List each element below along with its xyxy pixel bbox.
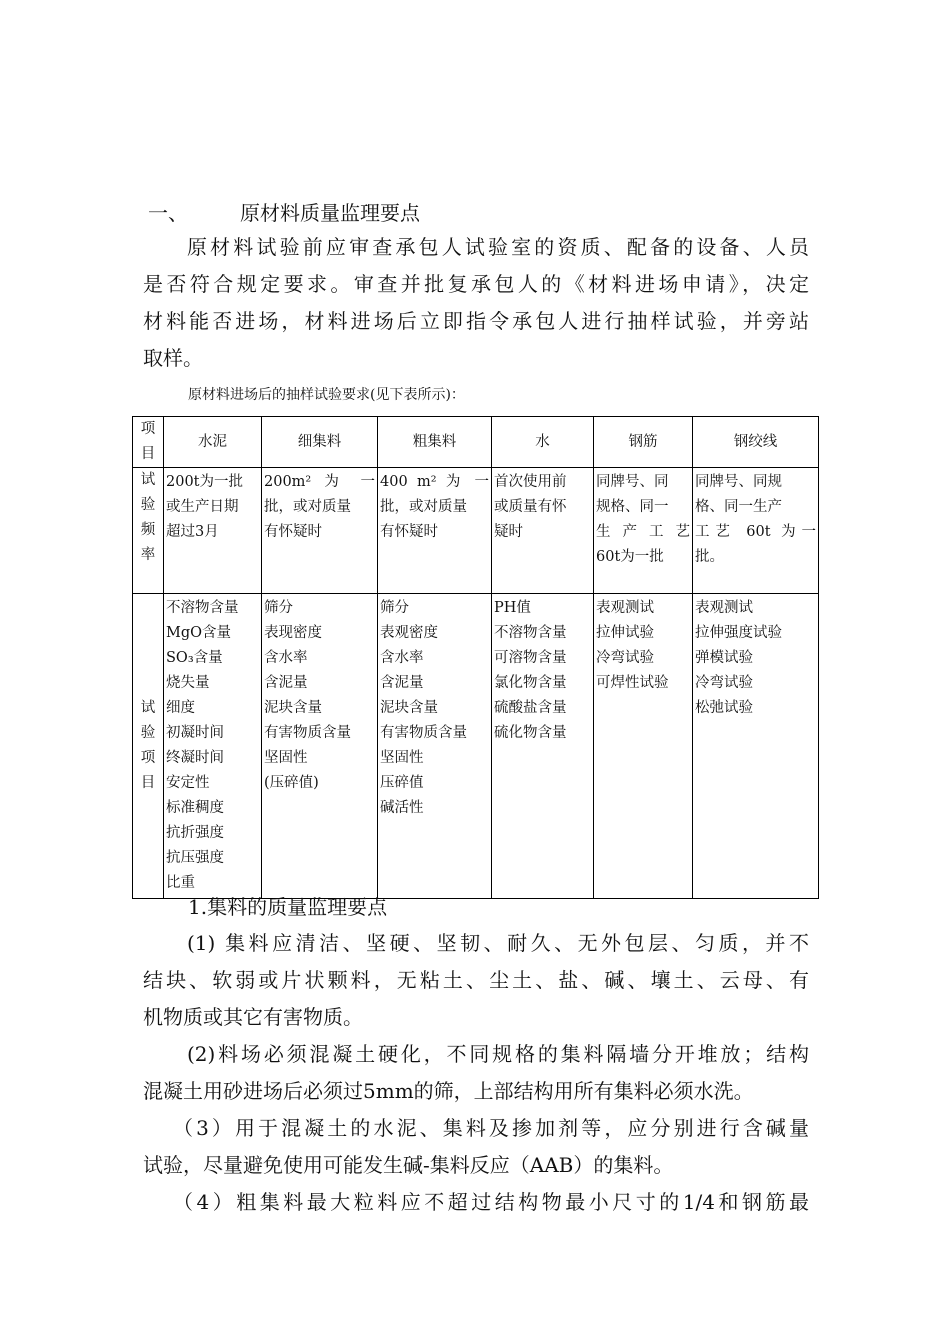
column-header-water: 水 xyxy=(492,417,594,468)
frequency-cell-fine-aggregate: 200m² 为 一 批，或对质量 有怀疑时 xyxy=(262,468,378,594)
aggregate-paragraph-3: （3）用于混凝土的水泥、集料及掺加剂等，应分别进行含碱量 试验，尽量避免使用可能发生碱-集料反应（AAB）的集料。 xyxy=(143,1116,809,1177)
column-header-cement: 水泥 xyxy=(164,417,262,468)
frequency-cell-strand: 同牌号、同规 格、同一生产 工艺 60t 为一 批。 xyxy=(693,468,819,594)
intro-line: 是否符合规定要求。审查并批复承包人的《材料进场申请》，决定 xyxy=(143,272,809,296)
table-caption: 原材料进场后的抽样试验要求(见下表所示)： xyxy=(188,387,465,403)
section-number: 一、 xyxy=(148,201,188,225)
intro-line: 材料能否进场，材料进场后立即指令承包人进行抽样试验，并旁站 xyxy=(143,309,809,333)
aggregate-paragraph-4: （4）粗集料最大粒料应不超过结构物最小尺寸的1/4和钢筋最 xyxy=(173,1190,809,1214)
column-header-coarse-aggregate: 粗集料 xyxy=(378,417,492,468)
row-label-item: 项 目 xyxy=(133,417,164,468)
subsection-title: 1.集料的质量监理要点 xyxy=(188,895,388,919)
row-label-test-items: 试 验 项 目 xyxy=(133,594,164,899)
sampling-requirements-table xyxy=(132,416,819,899)
frequency-cell-cement: 200t为一批 或生产日期 超过3月 xyxy=(164,468,262,594)
items-cell-cement: 不溶物含量 MgO含量 SO₃含量 烧失量 细度 初凝时间 终凝时间 安定性 标准稠度 抗折强度 抗压强度 比重 xyxy=(164,594,262,899)
column-header-strand: 钢绞线 xyxy=(693,417,819,468)
column-header-fine-aggregate: 细集料 xyxy=(262,417,378,468)
frequency-cell-coarse-aggregate: 400 m² 为 一 批，或对质量 有怀疑时 xyxy=(378,468,492,594)
items-cell-fine-aggregate: 筛分 表现密度 含水率 含泥量 泥块含量 有害物质含量 坚固性 (压碎值) xyxy=(262,594,378,899)
intro-line: 取样。 xyxy=(143,346,203,370)
frequency-cell-rebar: 同牌号、同 规格、同一 生 产 工 艺 60t为一批 xyxy=(594,468,693,594)
items-cell-coarse-aggregate: 筛分 表观密度 含水率 含泥量 泥块含量 有害物质含量 坚固性 压碎值 碱活性 xyxy=(378,594,492,899)
table-frequency-row xyxy=(133,468,819,594)
column-header-rebar: 钢筋 xyxy=(594,417,693,468)
section-title: 原材料质量监理要点 xyxy=(240,201,420,225)
aggregate-paragraph-1: (1) 集料应清洁、坚硬、坚韧、耐久、无外包层、匀质，并不 结块、软弱或片状颗料，无粘土、尘土、盐、碱、壤土、云母、有 机物质或其它有害物质。 xyxy=(143,931,809,1029)
items-cell-rebar: 表观测试 拉伸试验 冷弯试验 可焊性试验 xyxy=(594,594,693,899)
table-header-row xyxy=(133,417,819,468)
aggregate-paragraph-2: (2)料场必须混凝土硬化，不同规格的集料隔墙分开堆放；结构 混凝土用砂进场后必须过5mm的筛，上部结构用所有集料必须水洗。 xyxy=(143,1042,809,1103)
intro-line: 原材料试验前应审查承包人试验室的资质、配备的设备、人员 xyxy=(187,235,809,259)
frequency-cell-water: 首次使用前 或质量有怀 疑时 xyxy=(492,468,594,594)
section-heading xyxy=(148,198,420,228)
intro-paragraph xyxy=(143,229,809,377)
items-cell-strand: 表观测试 拉伸强度试验 弹模试验 冷弯试验 松弛试验 xyxy=(693,594,819,899)
row-label-frequency: 试 验 频 率 xyxy=(133,468,164,594)
items-cell-water: PH值 不溶物含量 可溶物含量 氯化物含量 硫酸盐含量 硫化物含量 xyxy=(492,594,594,899)
table-items-row xyxy=(133,594,819,899)
